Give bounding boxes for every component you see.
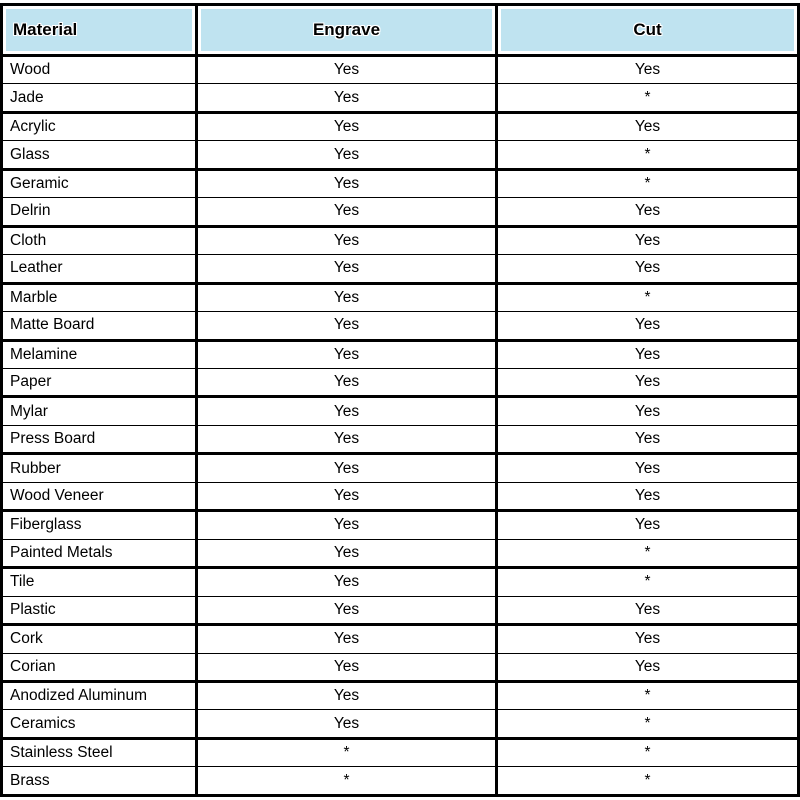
table-row: [2, 653, 799, 681]
cut-cell: Yes: [497, 112, 799, 140]
engrave-cell: Yes: [197, 482, 497, 510]
cut-cell: Yes: [497, 198, 799, 226]
table-row: [2, 368, 799, 396]
material-cell: Brass: [2, 767, 197, 796]
engrave-cell: Yes: [197, 397, 497, 425]
table-row: [2, 511, 799, 539]
cut-cell: *: [497, 84, 799, 112]
cut-cell: Yes: [497, 625, 799, 653]
engrave-cell: *: [197, 738, 497, 766]
table-row: [2, 226, 799, 254]
material-cell: Paper: [2, 368, 197, 396]
engrave-cell: Yes: [197, 368, 497, 396]
column-header-engrave: Engrave: [197, 5, 497, 56]
table-row: [2, 454, 799, 482]
material-cell: Cork: [2, 625, 197, 653]
engrave-cell: Yes: [197, 539, 497, 567]
table-body: [2, 56, 799, 796]
cut-cell: *: [497, 767, 799, 796]
header-row: [2, 5, 799, 56]
table-row: [2, 710, 799, 738]
table-row: [2, 425, 799, 453]
cut-cell: Yes: [497, 226, 799, 254]
table-row: [2, 198, 799, 226]
table-row: [2, 84, 799, 112]
engrave-cell: *: [197, 767, 497, 796]
cut-cell: Yes: [497, 511, 799, 539]
engrave-cell: Yes: [197, 653, 497, 681]
cut-cell: Yes: [497, 482, 799, 510]
material-cell: Rubber: [2, 454, 197, 482]
material-cell: Press Board: [2, 425, 197, 453]
engrave-cell: Yes: [197, 84, 497, 112]
column-header-cut: Cut: [497, 5, 799, 56]
material-cell: Glass: [2, 141, 197, 169]
material-cell: Matte Board: [2, 312, 197, 340]
cut-cell: Yes: [497, 340, 799, 368]
table-row: [2, 169, 799, 197]
table-row: [2, 767, 799, 796]
column-header-material: Material: [2, 5, 197, 56]
cut-cell: *: [497, 539, 799, 567]
table-row: [2, 482, 799, 510]
material-cell: Plastic: [2, 596, 197, 624]
material-cell: Painted Metals: [2, 539, 197, 567]
cut-cell: *: [497, 141, 799, 169]
material-cell: Stainless Steel: [2, 738, 197, 766]
cut-cell: Yes: [497, 454, 799, 482]
cut-cell: Yes: [497, 425, 799, 453]
engrave-cell: Yes: [197, 710, 497, 738]
table-row: [2, 625, 799, 653]
material-cell: Leather: [2, 255, 197, 283]
cut-cell: Yes: [497, 56, 799, 84]
table-header: [2, 5, 799, 56]
engrave-cell: Yes: [197, 681, 497, 709]
material-cell: Marble: [2, 283, 197, 311]
table-row: [2, 312, 799, 340]
cut-cell: *: [497, 738, 799, 766]
engrave-cell: Yes: [197, 169, 497, 197]
engrave-cell: Yes: [197, 255, 497, 283]
table-row: [2, 255, 799, 283]
material-cell: Corian: [2, 653, 197, 681]
table-row: [2, 283, 799, 311]
engrave-cell: Yes: [197, 56, 497, 84]
material-cell: Wood: [2, 56, 197, 84]
engrave-cell: Yes: [197, 141, 497, 169]
engrave-cell: Yes: [197, 568, 497, 596]
material-cell: Delrin: [2, 198, 197, 226]
engrave-cell: Yes: [197, 425, 497, 453]
engrave-cell: Yes: [197, 340, 497, 368]
table-row: [2, 539, 799, 567]
cut-cell: *: [497, 710, 799, 738]
engrave-cell: Yes: [197, 596, 497, 624]
table-row: [2, 596, 799, 624]
materials-table: [0, 3, 800, 797]
cut-cell: *: [497, 283, 799, 311]
table-row: [2, 112, 799, 140]
engrave-cell: Yes: [197, 625, 497, 653]
cut-cell: Yes: [497, 596, 799, 624]
material-cell: Fiberglass: [2, 511, 197, 539]
material-cell: Wood Veneer: [2, 482, 197, 510]
table-row: [2, 141, 799, 169]
cut-cell: Yes: [497, 312, 799, 340]
material-cell: Anodized Aluminum: [2, 681, 197, 709]
material-cell: Acrylic: [2, 112, 197, 140]
cut-cell: *: [497, 169, 799, 197]
engrave-cell: Yes: [197, 454, 497, 482]
cut-cell: *: [497, 568, 799, 596]
cut-cell: Yes: [497, 368, 799, 396]
cut-cell: Yes: [497, 397, 799, 425]
table-row: [2, 738, 799, 766]
material-cell: Mylar: [2, 397, 197, 425]
material-cell: Geramic: [2, 169, 197, 197]
engrave-cell: Yes: [197, 226, 497, 254]
material-cell: Tile: [2, 568, 197, 596]
engrave-cell: Yes: [197, 112, 497, 140]
cut-cell: Yes: [497, 653, 799, 681]
material-cell: Cloth: [2, 226, 197, 254]
engrave-cell: Yes: [197, 511, 497, 539]
table-row: [2, 397, 799, 425]
table-row: [2, 568, 799, 596]
engrave-cell: Yes: [197, 283, 497, 311]
table-row: [2, 681, 799, 709]
table-row: [2, 56, 799, 84]
material-cell: Jade: [2, 84, 197, 112]
cut-cell: *: [497, 681, 799, 709]
material-cell: Ceramics: [2, 710, 197, 738]
material-cell: Melamine: [2, 340, 197, 368]
engrave-cell: Yes: [197, 198, 497, 226]
table-row: [2, 340, 799, 368]
engrave-cell: Yes: [197, 312, 497, 340]
cut-cell: Yes: [497, 255, 799, 283]
